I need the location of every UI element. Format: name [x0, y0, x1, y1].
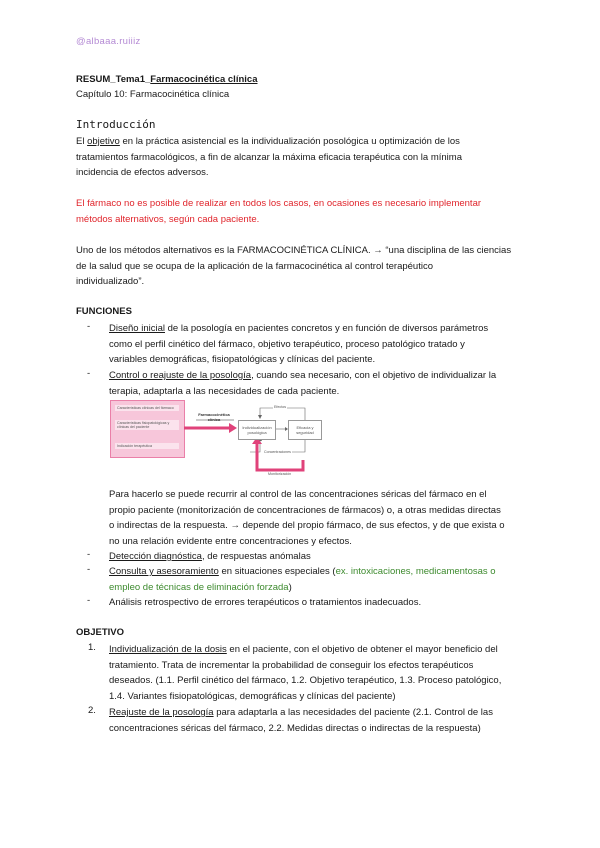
intro-paragraph-3: Uno de los métodos alternativos es la FARMACOCINÉTICA CLÍNICA. → “una disciplina de las ciencias de la salud que se ocupa de la aplicación de la farmacocinética al control terapéutico individualizado”. [76, 245, 512, 287]
diagram-label-concentraciones: Concentraciones [264, 450, 291, 454]
efectos-loop [260, 408, 305, 420]
diagram-row: Características fisiopatológicas y clínicas del paciente [115, 420, 179, 430]
diagram-box-eficacia: Eficacia y seguridad [288, 420, 322, 440]
diagram-row: Características clínicas del fármaco [115, 405, 179, 411]
funciones-item-deteccion: Detección diagnóstica, de respuestas anómalas [109, 551, 311, 562]
list-number-1: 1. [88, 642, 96, 653]
bullet-marker: - [87, 564, 91, 575]
intro-paragraph-1: El objetivo en la práctica asistencial es la individualización posológica u optimización de los tratamientos farmacológicos, a fin de alcanzar la máxima eficacia terapéutica con la mínima incidencia de efectos adversos. [76, 136, 462, 178]
bullet-marker: - [87, 595, 91, 606]
funciones-item-diseno-inicial: Diseño inicial de la posología en pacientes concretos y en función de diversos parámetros como el perfil cinético del fármaco, objetivo terapéutico, proceso patológico tratado y variables demográficas, fisiopatológicas y clínicas del paciente. [109, 323, 489, 365]
section-heading-funciones: FUNCIONES [76, 306, 132, 317]
diagram-box-individualizacion: Individualización posológica [238, 420, 276, 440]
diagram-label-monitorizacion: Monitorización [268, 472, 292, 476]
diagram-label-efectos: Efectos [274, 405, 286, 409]
efectos-loop-head [258, 415, 262, 419]
bullet-marker: - [87, 549, 91, 560]
monitorizacion-loop [257, 443, 303, 470]
farmacocinetica-diagram [110, 400, 342, 476]
diagram-pk-label: Farmacocinética clínica [198, 412, 230, 422]
section-heading-introduccion: Introducción [76, 118, 156, 131]
main-arrowhead [229, 423, 237, 433]
diagram-row: Indicación terapéutica [115, 443, 179, 449]
bullet-marker: - [87, 368, 91, 379]
document-subtitle: Capítulo 10: Farmacocinética clínica [76, 89, 230, 100]
funciones-item-control-reajuste: Control o reajuste de la posología, cuando sea necesario, con el objetivo de individualizar la terapia, adaptarla a las necesidades de cada paciente. [109, 370, 497, 397]
section-heading-objetivo: OBJETIVO [76, 627, 125, 638]
author-handle: @albaaa.ruiiiz [76, 36, 141, 47]
funciones-item-analisis: Análisis retrospectivo de errores terapéuticos o tratamientos inadecuados. [109, 597, 422, 608]
objetivo-item-reajuste: Reajuste de la posología para adaptarla a las necesidades del paciente (2.1. Control de las concentraciones séricas del fármaco, 2.2. Medidas directas o indirectas de la respuesta) [109, 707, 493, 734]
list-number-2: 2. [88, 705, 96, 716]
bullet-marker: - [87, 321, 91, 332]
funciones-item-consulta: Consulta y asesoramiento en situaciones especiales (ex. intoxicaciones, medicamentosas o empleo de técnicas de eliminación forzada) [109, 566, 496, 593]
funciones-paragraph-after-diagram: Para hacerlo se puede recurrir al control de las concentraciones séricas del fármaco en el propio paciente (monitorización de concentraciones de fármacos) o, a otras medidas directas o indirectas de la respuesta. → depende del propio fármaco, de sus efectos, y de que exista o no una relación evidente entre concentraciones y efectos. [109, 489, 505, 547]
document-title: RESUM_Tema1_Farmacocinética clínica [76, 74, 258, 85]
intro-paragraph-2-highlight: El fármaco no es posible de realizar en todos los casos, en ocasiones es necesario implementar métodos alternativos, según cada paciente. [76, 198, 482, 225]
objetivo-item-individualizacion: Individualización de la dosis en el paciente, con el objetivo de obtener el mayor beneficio del tratamiento. Trata de incrementar la probabilidad de conseguir los efectos terapéuticos deseados. (1.1. Perfil cinético del fármaco, 1.2. Objetivo terapéutico, 1.3. Proceso patológico, 1.4. Variantes fisiopatológicas, demográficas y clínicas del paciente) [109, 644, 502, 702]
